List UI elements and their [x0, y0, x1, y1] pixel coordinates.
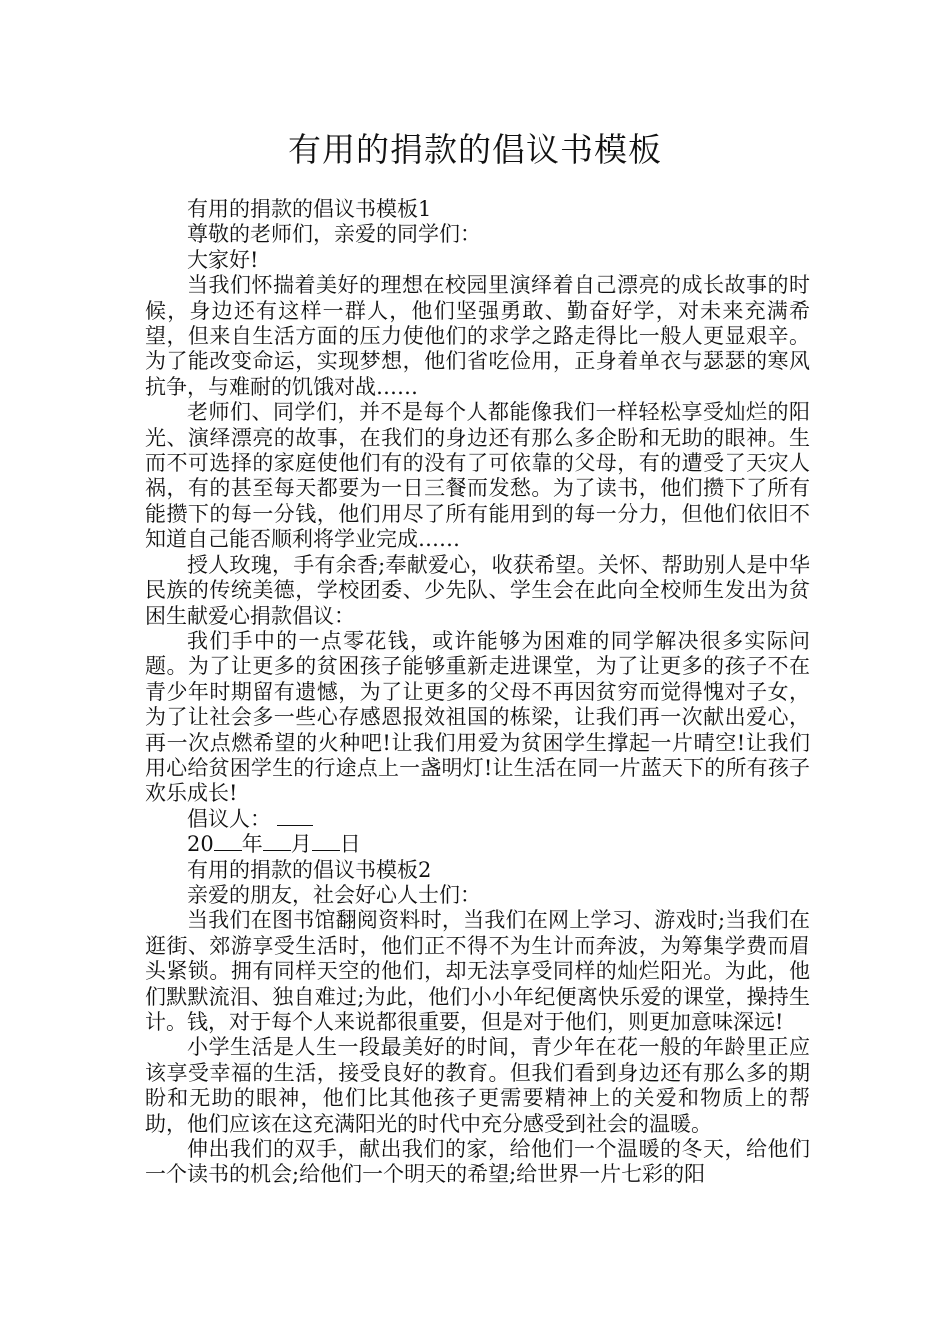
day-blank: [312, 832, 340, 851]
greeting-1: 大家好!: [187, 247, 259, 272]
year-blank: [214, 832, 242, 851]
paragraph: 当我们在图书馆翻阅资料时，当我们在网上学习、游戏时;当我们在逛街、郊游享受生活时，他们正不得不为生计而奔波，为筹集学费而眉头紧锁。拥有同样天空的他们，却无法享受同样的灿烂阳光。为此，他们默默流泪、独自难过;为此，他们小小年纪便离快乐爱的课堂，操持生计。钱，对于每个人来说都很重要，但是对于他们，则更加意味深远!: [145, 908, 810, 1034]
salutation-2: 亲爱的朋友，社会好心人士们：: [187, 882, 481, 907]
paragraph: 小学生活是人生一段最美好的时间，青少年在花一般的年龄里正应该享受幸福的生活，接受良好的教育。但我们看到身边还有那么多的期盼和无助的眼神，他们比其他孩子更需要精神上的关爱和物质上的帮助，他们应该在这充满阳光的时代中充分感受到社会的温暖。: [145, 1035, 810, 1136]
salutation-1: 尊敬的老师们，亲爱的同学们：: [187, 222, 481, 247]
date-line: [145, 832, 810, 857]
signer-line: [145, 807, 810, 832]
paragraph: 伸出我们的双手，献出我们的家，给他们一个温暖的冬天，给他们一个读书的机会;给他们一个明天的希望;给世界一片七彩的阳: [145, 1137, 810, 1187]
paragraph: 老师们、同学们，并不是每个人都能像我们一样轻松享受灿烂的阳光、演绎漂亮的故事，在我们的身边还有那么多企盼和无助的眼神。生而不可选择的家庭使他们有的没有了可依靠的父母，有的遭受了天灾人祸，有的甚至每天都要为一日三餐而发愁。为了读书，他们攒下了所有能攒下的每一分钱，他们用尽了所有能用到的每一分力，但他们依旧不知道自己能否顺利将学业完成……: [145, 400, 810, 552]
signer-label: 倡议人：: [187, 806, 271, 831]
date-year: 年: [241, 832, 263, 857]
paragraph: 当我们怀揣着美好的理想在校园里演绎着自己漂亮的成长故事的时候，身边还有这样一群人，他们坚强勇敢、勤奋好学，对未来充满希望，但来自生活方面的压力使他们的求学之路走得比一般人更显艰辛。为了能改变命运，实现梦想，他们省吃俭用，正身着单衣与瑟瑟的寒风抗争，与难耐的饥饿对战……: [145, 273, 810, 399]
paragraph: 我们手中的一点零花钱，或许能够为困难的同学解决很多实际问题。为了让更多的贫困孩子能够重新走进课堂，为了让更多的孩子不在青少年时期留有遗憾，为了让更多的父母不再因贫穷而觉得愧对子女，为了让社会多一些心存感恩报效祖国的栋梁，让我们再一次献出爱心，再一次点燃希望的火种吧!让我们用爱为贫困学生撑起一片晴空!让我们用心给贫困学生的行途点上一盏明灯!让生活在同一片蓝天下的所有孩子欢乐成长!: [145, 628, 810, 806]
date-day: 日: [339, 832, 361, 857]
month-blank: [263, 832, 291, 851]
document-title: 有用的捐款的倡议书模板: [288, 130, 662, 169]
paragraph: 授人玫瑰，手有余香;奉献爱心，收获希望。关怀、帮助别人是中华民族的传统美德，学校团委、少先队、学生会在此向全校师生发出为贫困生献爱心捐款倡议：: [145, 552, 810, 628]
date-prefix: 20: [187, 832, 214, 857]
section-heading-2: 有用的捐款的倡议书模板2: [187, 857, 432, 882]
document-body: [145, 197, 810, 1188]
section-heading-1: 有用的捐款的倡议书模板1: [187, 197, 432, 221]
signer-blank: [277, 807, 313, 826]
date-month: 月: [290, 832, 312, 857]
